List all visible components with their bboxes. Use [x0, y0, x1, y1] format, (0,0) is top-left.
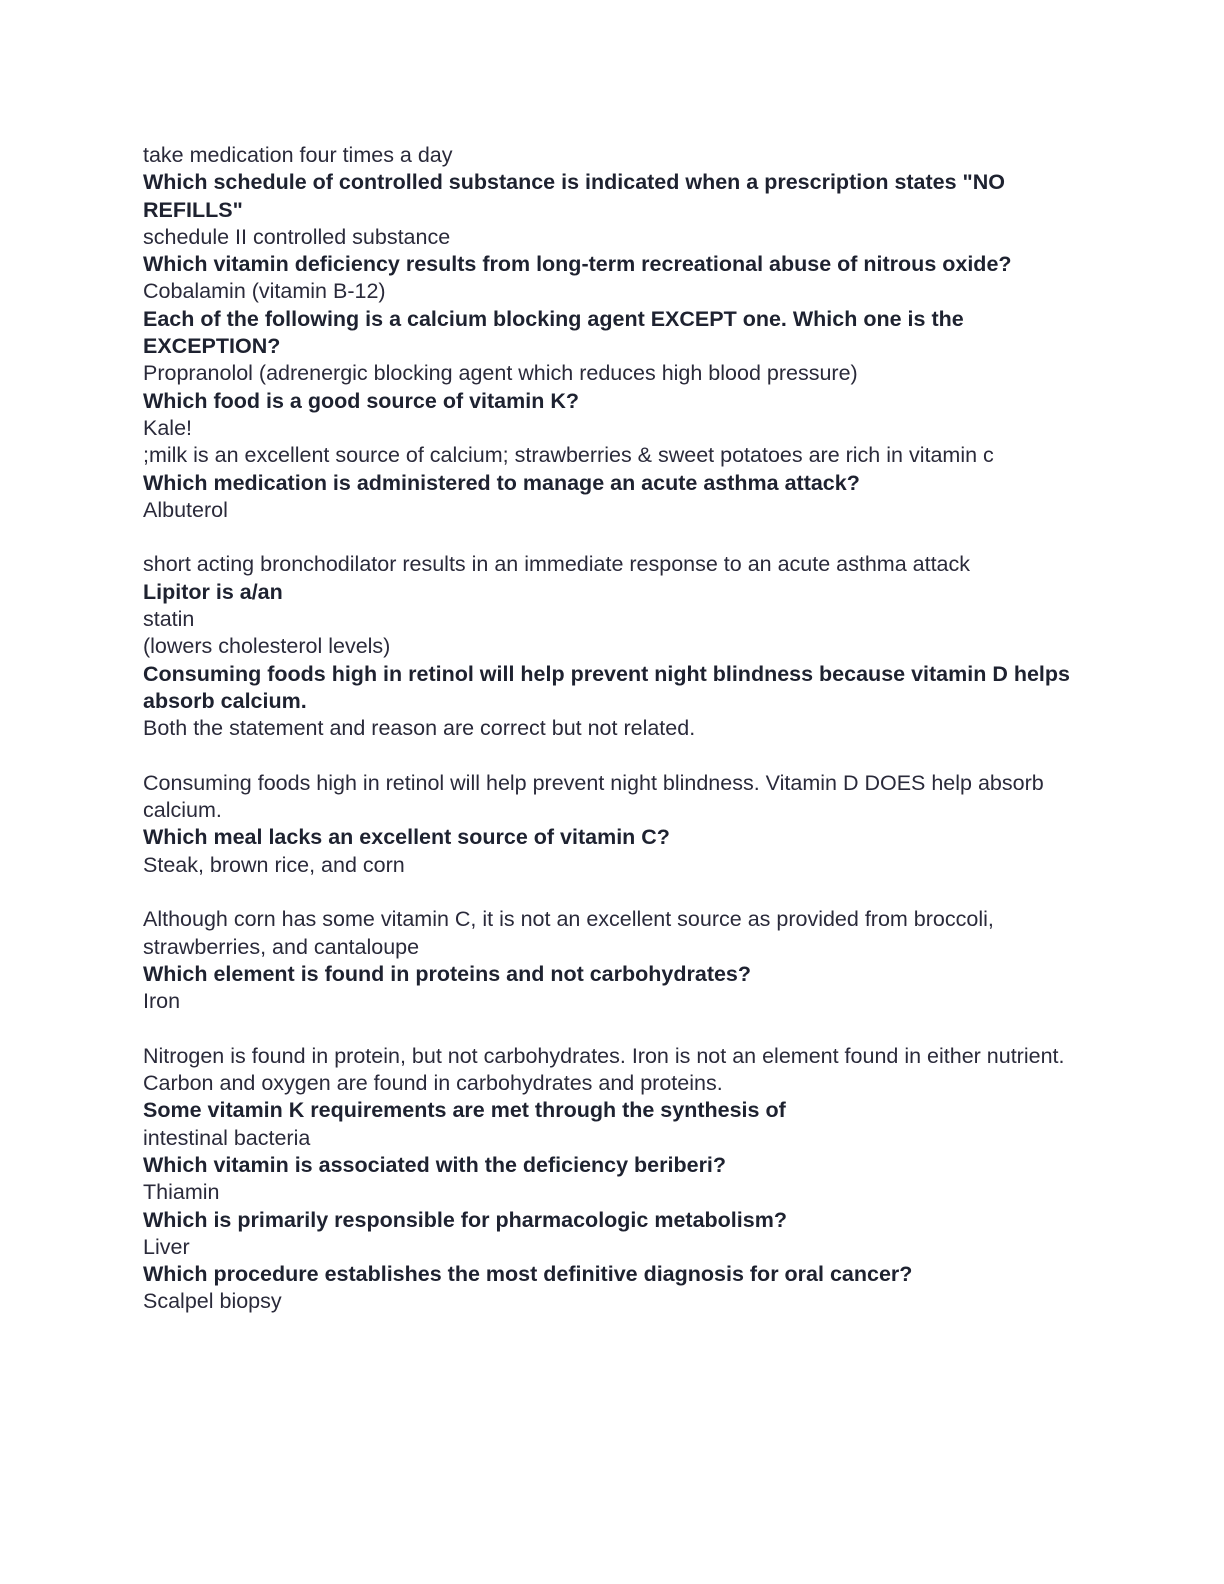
blank-line: [143, 743, 1083, 770]
question-text: Each of the following is a calcium blocking agent EXCEPT one. Which one is the EXCEPTION?: [143, 306, 970, 359]
answer-text: short acting bronchodilator results in an immediate response to an acute asthma attack: [143, 552, 971, 577]
answer-text: (lowers cholesterol levels): [143, 634, 391, 659]
answer-text: Nitrogen is found in protein, but not carbohydrates. Iron is not an element found in either nutrient. Carbon and oxygen are found in carbohydrates and proteins.: [143, 1043, 1071, 1096]
question-text: Which element is found in proteins and not carbohydrates?: [143, 961, 752, 986]
answer-text: Iron: [143, 989, 181, 1014]
question-text: Which meal lacks an excellent source of vitamin C?: [143, 825, 670, 850]
answer-text: Both the statement and reason are correct but not related.: [143, 716, 696, 741]
answer-text: schedule II controlled substance: [143, 224, 451, 249]
answer-text: Steak, brown rice, and corn: [143, 852, 405, 877]
answer-text: intestinal bacteria: [143, 1125, 311, 1150]
answer-text: Cobalamin (vitamin B-12): [143, 279, 386, 304]
answer-text: Scalpel biopsy: [143, 1289, 282, 1314]
document-page: [143, 142, 1083, 1316]
answer-text: Albuterol: [143, 497, 228, 522]
question-text: Which schedule of controlled substance is indicated when a prescription states "NO REFILLS": [143, 170, 1011, 222]
blank-line: [143, 879, 1083, 906]
answer-text: Although corn has some vitamin C, it is not an excellent source as provided from broccoli, strawberries, and cantaloupe: [143, 907, 1000, 959]
answer-text: Consuming foods high in retinol will help prevent night blindness. Vitamin D DOES help absorb calcium.: [143, 770, 1050, 823]
answer-text: ;milk is an excellent source of calcium; strawberries & sweet potatoes are rich in vitamin c: [143, 443, 994, 468]
answer-text: Kale!: [143, 415, 193, 440]
question-text: Consuming foods high in retinol will help prevent night blindness because vitamin D helps absorb calcium.: [143, 661, 1076, 713]
question-text: Which vitamin deficiency results from long-term recreational abuse of nitrous oxide?: [143, 252, 1012, 277]
question-text: Which procedure establishes the most definitive diagnosis for oral cancer?: [143, 1262, 913, 1287]
answer-text: Liver: [143, 1234, 190, 1259]
question-text: Which vitamin is associated with the deficiency beriberi?: [143, 1152, 727, 1177]
answer-text: take medication four times a day: [143, 143, 453, 167]
question-text: Which is primarily responsible for pharmacologic metabolism?: [143, 1207, 787, 1232]
question-text: Which medication is administered to manage an acute asthma attack?: [143, 470, 860, 495]
blank-line: [143, 524, 1083, 551]
answer-text: Propranolol (adrenergic blocking agent which reduces high blood pressure): [143, 361, 858, 386]
blank-line: [143, 1016, 1083, 1043]
question-text: Some vitamin K requirements are met through the synthesis of: [143, 1098, 786, 1123]
question-text: Which food is a good source of vitamin K?: [143, 388, 579, 413]
question-text: Lipitor is a/an: [143, 579, 283, 604]
answer-text: statin: [143, 607, 195, 632]
answer-text: Thiamin: [143, 1180, 220, 1205]
